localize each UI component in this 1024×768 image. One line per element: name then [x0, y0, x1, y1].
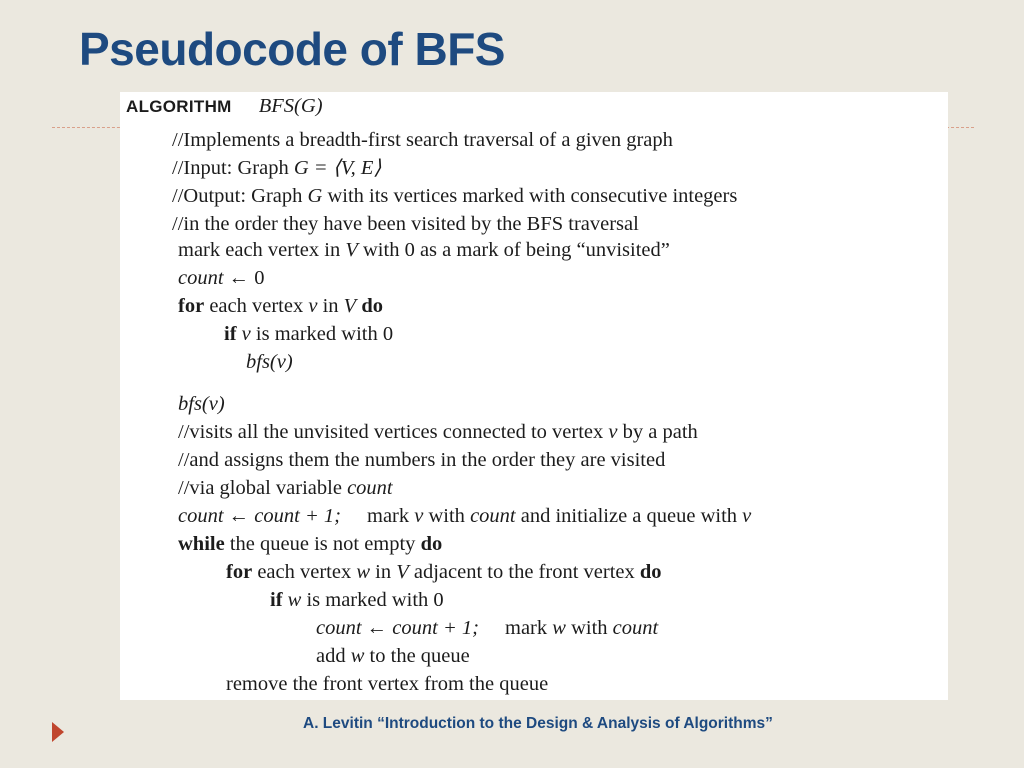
code-line: count ← count + 1; mark v with count and initialize a queue with v — [178, 505, 752, 527]
code-line: if v is marked with 0 — [224, 323, 394, 345]
code-line: count ← 0 — [178, 267, 265, 289]
code-line: for each vertex w in V adjacent to the front vertex do — [226, 561, 662, 583]
code-line: //Output: Graph G with its vertices marked with consecutive integers — [172, 185, 738, 207]
bfs-signature: bfs(v) — [178, 393, 225, 415]
code-line: //via global variable count — [178, 477, 393, 499]
code-line: //visits all the unvisited vertices connected to vertex v by a path — [178, 421, 698, 443]
algorithm-keyword: ALGORITHM — [126, 97, 232, 116]
code-line: //Input: Graph G = ⟨V, E⟩ — [172, 157, 382, 179]
code-line: //in the order they have been visited by the BFS traversal — [172, 213, 639, 235]
algorithm-signature: BFS(G) — [258, 95, 323, 117]
code-line: for each vertex v in V do — [178, 295, 383, 317]
pseudocode-image — [120, 92, 948, 700]
code-line: while the queue is not empty do — [178, 533, 443, 555]
code-line: remove the front vertex from the queue — [226, 673, 549, 695]
footer-citation: A. Levitin “Introduction to the Design & Analysis of Algorithms” — [303, 715, 773, 732]
code-line: count ← count + 1; mark w with count — [316, 617, 659, 639]
slide-title: Pseudocode of BFS — [79, 23, 505, 75]
triangle-right-icon — [52, 722, 64, 742]
code-line: mark each vertex in V with 0 as a mark of being “unvisited” — [178, 239, 670, 261]
code-line: add w to the queue — [316, 645, 470, 667]
code-line: //and assigns them the numbers in the order they are visited — [178, 449, 666, 471]
code-line: //Implements a breadth-first search traversal of a given graph — [172, 129, 673, 151]
code-line: if w is marked with 0 — [270, 589, 444, 611]
algorithm-header — [126, 94, 323, 119]
code-line: bfs(v) — [246, 351, 293, 373]
